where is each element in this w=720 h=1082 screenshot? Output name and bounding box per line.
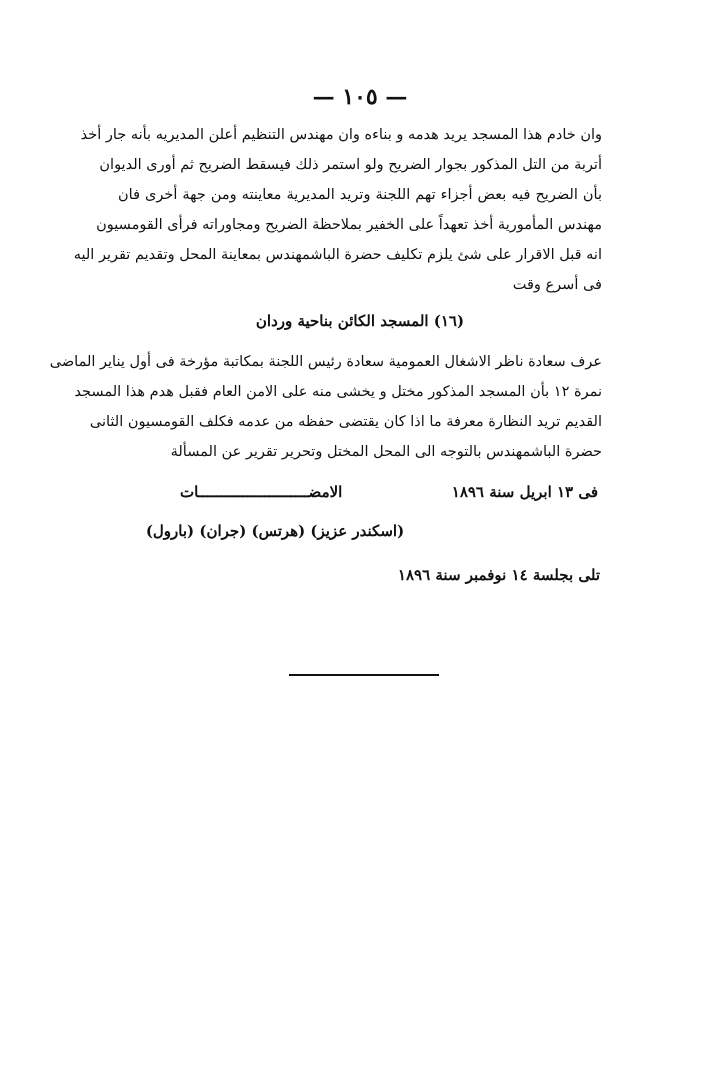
session-note: تلى بجلسة ١٤ نوفمبر سنة ١٨٩٦ (397, 566, 600, 584)
paragraph-1 (73, 120, 602, 300)
paragraph-1-line: أتربة من التل المذكور بجوار الضريح ولو استمر ذلك فيسقط الضريح ثم أورى الديوان (99, 157, 602, 173)
signature-line (180, 483, 598, 501)
paragraph-2-line: حضرة الباشمهندس بالتوجه الى المحل المختل وتحرير تقرير عن المسألة (170, 444, 602, 460)
paragraph-2-line: نمرة ١٢ بأن المسجد المذكور مختل و يخشى منه على الامن العام فقبل هدم هذا المسجد (74, 384, 602, 400)
paragraph-1-line: بأن الضريح فيه بعض أجزاء تهم اللجنة وتريد المديرية معاينته ومن جهة أخرى فان (118, 187, 602, 203)
signatory-names: (اسكندر عزيز) (هرتس) (جران) (بارول) (145, 522, 405, 540)
paragraph-1-line: انه قبل الاقرار على شئ يلزم تكليف حضرة الباشمهندس بمعاينة المحل وتقديم تقرير اليه (73, 247, 602, 263)
divider-rule (289, 674, 439, 676)
page-number: — ١٠٥ — (312, 84, 408, 110)
signatures-label: الامضـــــــــــــــــــــــــات (180, 483, 343, 501)
paragraph-1-line: مهندس المأمورية أخذ تعهداً على الخفير بملاحظة الضريح ومجاوراته فرأى القومسيون (96, 217, 602, 233)
paragraph-1-line: وان خادم هذا المسجد يريد هدمه و بناءه وان مهندس التنظيم أعلن المديريه بأنه جار أخذ (80, 127, 602, 143)
paragraph-1-line: فى أسرع وقت (512, 277, 602, 293)
paragraph-2 (49, 347, 602, 467)
paragraph-2-line: عرف سعادة ناظر الاشغال العمومية سعادة رئيس اللجنة بمكاتبة مؤرخة فى أول يناير الماضى (49, 354, 602, 370)
paragraph-2-line: القديم تريد النظارة معرفة ما اذا كان يقتضى حفظه من عدمه فكلف القومسيون الثانى (89, 414, 602, 430)
section-heading: (١٦) المسجد الكائن بناحية وردان (255, 312, 465, 330)
signature-date: فى ١٣ ابريل سنة ١٨٩٦ (451, 483, 598, 501)
